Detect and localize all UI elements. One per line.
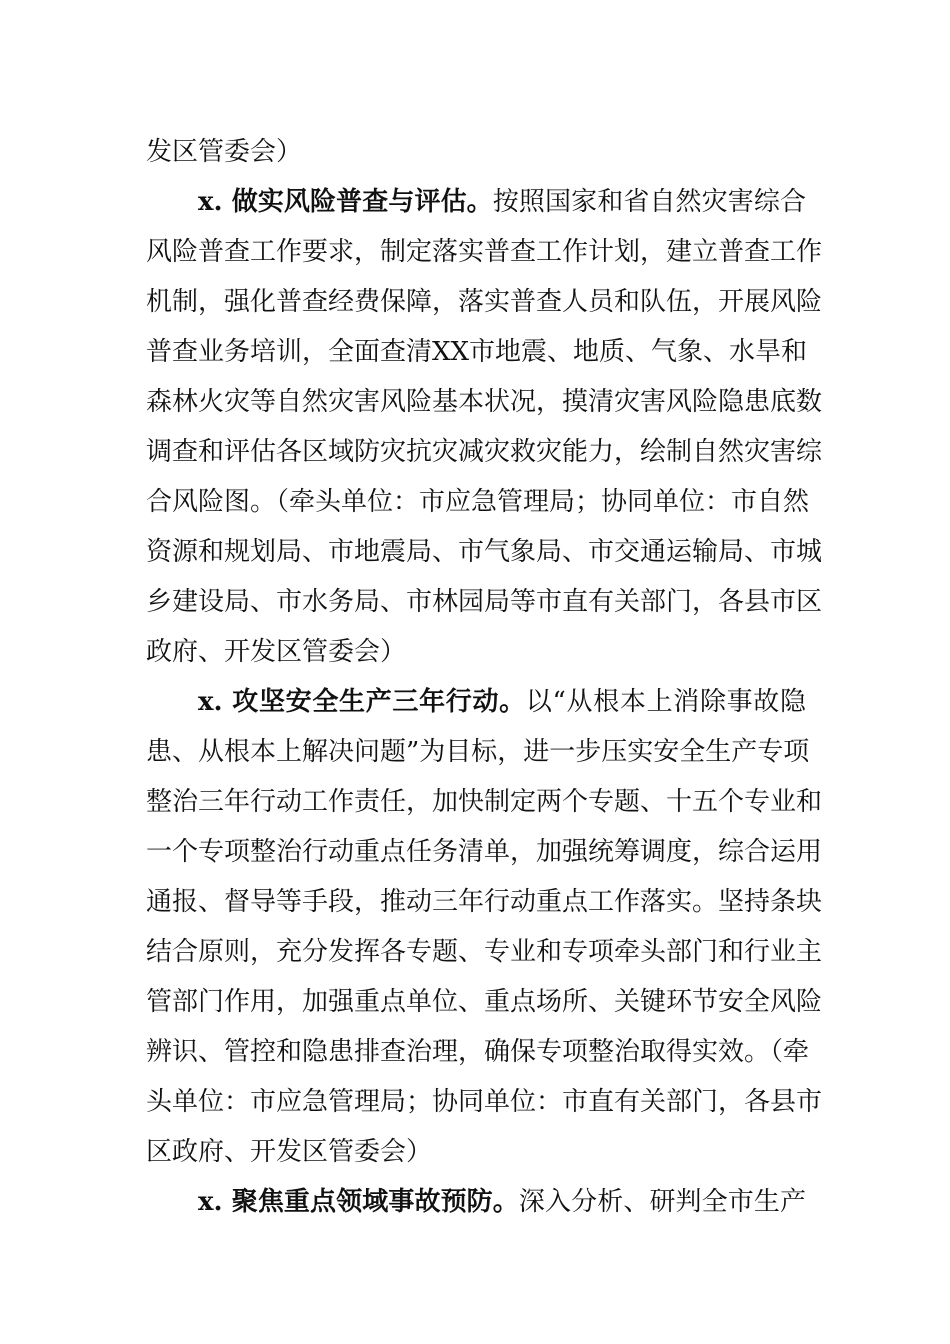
text-line: 整治三年行动工作责任，加快制定两个专题、十五个专业和 xyxy=(146,787,823,817)
text-line: 一个专项整治行动重点任务清单，加强统筹调度，综合运用 xyxy=(146,837,823,867)
section-heading-line: x. 聚焦重点领域事故预防。深入分析、研判全市生产 xyxy=(198,1187,806,1217)
section-heading-line: x. 做实风险普查与评估。按照国家和省自然灾害综合 xyxy=(198,187,806,217)
text-line: 区政府、开发区管委会） xyxy=(146,1137,433,1167)
section-heading: x. 聚焦重点领域事故预防。 xyxy=(198,1187,519,1217)
text-line: 风险普查工作要求，制定落实普查工作计划，建立普查工作 xyxy=(146,237,823,267)
text-line: 辨识、管控和隐患排查治理，确保专项整治取得实效。（牵 xyxy=(146,1037,810,1067)
text-line: 结合原则，充分发挥各专题、专业和专项牵头部门和行业主 xyxy=(146,937,823,967)
text-line: 发区管委会） xyxy=(146,137,303,167)
section-heading: x. 做实风险普查与评估。 xyxy=(198,187,493,217)
text-line: 普查业务培训，全面查清XX市地震、地质、气象、水旱和 xyxy=(146,337,808,367)
text-line: 合风险图。（牵头单位：市应急管理局；协同单位：市自然 xyxy=(146,487,810,517)
text-line: 调查和评估各区域防灾抗灾减灾救灾能力，绘制自然灾害综 xyxy=(146,437,823,467)
text-line: 患、从根本上解决问题”为目标，进一步压实安全生产专项 xyxy=(146,737,810,767)
text-line: 资源和规划局、市地震局、市气象局、市交通运输局、市城 xyxy=(146,537,823,567)
section-heading: x. 攻坚安全生产三年行动。 xyxy=(198,687,526,717)
text-line: 管部门作用，加强重点单位、重点场所、关键环节安全风险 xyxy=(146,987,823,1017)
text-line: 森林火灾等自然灾害风险基本状况，摸清灾害风险隐患底数 xyxy=(146,387,823,417)
text-line: 头单位：市应急管理局；协同单位：市直有关部门，各县市 xyxy=(146,1087,823,1117)
text-line: 乡建设局、市水务局、市林园局等市直有关部门，各县市区 xyxy=(146,587,823,617)
text-line: 政府、开发区管委会） xyxy=(146,637,407,667)
text-line: 机制，强化普查经费保障，落实普查人员和队伍，开展风险 xyxy=(146,287,823,317)
section-heading-line: x. 攻坚安全生产三年行动。以“从根本上消除事故隐 xyxy=(198,687,806,717)
text-line: 通报、督导等手段，推动三年行动重点工作落实。坚持条块 xyxy=(146,887,823,917)
